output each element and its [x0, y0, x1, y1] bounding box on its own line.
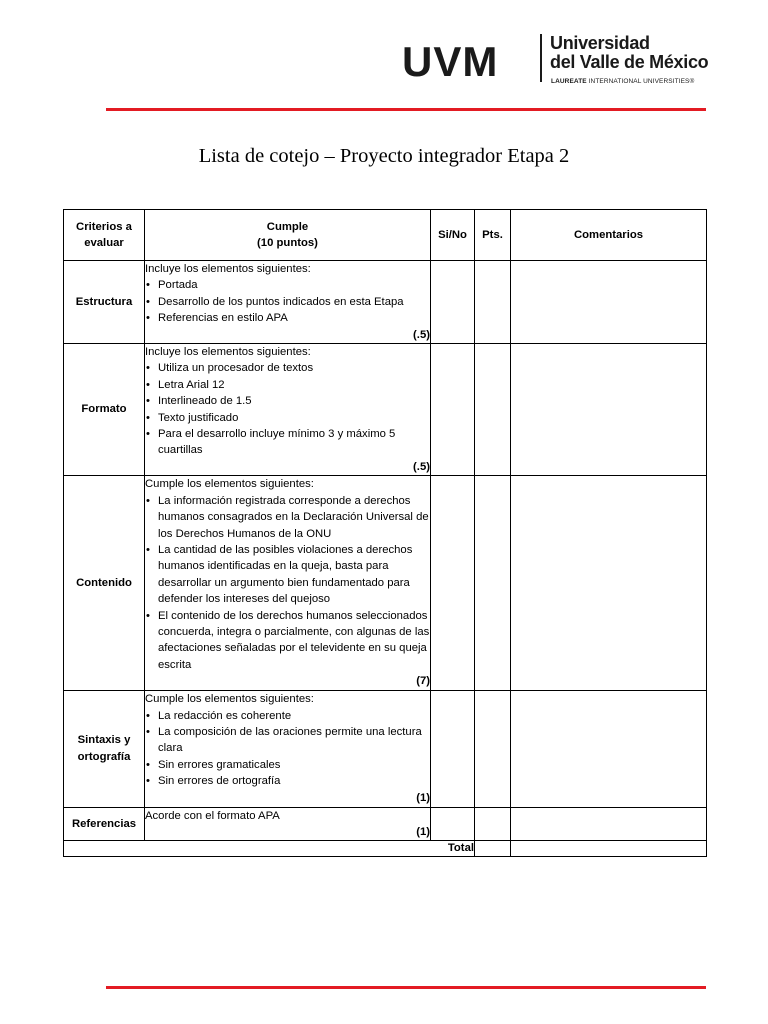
list-item: • Texto justificado — [145, 410, 430, 426]
comentarios-cell[interactable] — [511, 807, 707, 841]
list-item: • Utiliza un procesador de textos — [145, 360, 430, 376]
total-label: Total — [64, 841, 475, 857]
list-item: • Interlineado de 1.5 — [145, 393, 430, 409]
header-si-no: Si/No — [431, 210, 475, 261]
cumple-cell — [145, 261, 431, 344]
cumple-list — [145, 277, 430, 326]
si-no-cell[interactable] — [431, 261, 475, 344]
list-item: • La cantidad de las posibles violaciones a derechos humanos identificadas en la queja, basta para desarrollar un argumento bien fundamentado para defender los intereses del quejoso — [145, 542, 430, 608]
page-header — [106, 28, 709, 98]
points-value: (1) — [416, 791, 430, 804]
header-cumple: Cumple (10 puntos) — [145, 210, 431, 261]
header-comentarios: Comentarios — [511, 210, 707, 261]
list-item: • Para el desarrollo incluye mínimo 3 y máximo 5 cuartillas — [145, 426, 430, 459]
uvm-logo-mark — [402, 42, 526, 82]
tagline-bold: LAUREATE — [551, 78, 587, 85]
list-item: • Letra Arial 12 — [145, 377, 430, 393]
table-header-row — [64, 210, 707, 261]
cumple-list — [145, 493, 430, 673]
logo-divider — [540, 34, 542, 82]
cumple-cell — [145, 476, 431, 690]
university-name-line1: Universidad — [550, 33, 650, 53]
university-name-line2: del Valle de México — [550, 52, 709, 72]
cumple-intro: Acorde con el formato APA — [145, 809, 280, 822]
uvm-logo-text: UVM — [402, 42, 499, 82]
table-row — [64, 261, 707, 344]
list-item: • La composición de las oraciones permite una lectura clara — [145, 724, 430, 757]
header-pts: Pts. — [475, 210, 511, 261]
comentarios-cell[interactable] — [511, 690, 707, 807]
criterio-sintaxis: Sintaxis y ortografía — [64, 690, 145, 807]
university-name — [550, 34, 708, 72]
cumple-list — [145, 360, 430, 458]
list-item: • Portada — [145, 277, 430, 293]
cumple-cell — [145, 344, 431, 476]
list-item: • La información registrada corresponde a derechos humanos consagrados en la Declaración Universal de los Derechos Humanos de la ONU — [145, 493, 430, 542]
list-item: • La redacción es coherente — [145, 708, 430, 724]
cumple-intro: Cumple los elementos siguientes: — [145, 478, 314, 491]
comentarios-cell[interactable] — [511, 344, 707, 476]
si-no-cell[interactable] — [431, 690, 475, 807]
comentarios-cell[interactable] — [511, 261, 707, 344]
si-no-cell[interactable] — [431, 476, 475, 690]
checklist-table — [63, 209, 707, 857]
criterio-contenido: Contenido — [64, 476, 145, 690]
cumple-list — [145, 708, 430, 790]
total-pts-cell[interactable] — [475, 841, 511, 857]
footer-red-rule — [106, 986, 706, 989]
list-item: • El contenido de los derechos humanos seleccionados concuerda, integra o parcialmente, con algunas de las afectaciones señaladas por el televidente en su queja escrita — [145, 608, 430, 674]
points-value: (.5) — [413, 328, 430, 341]
table-row — [64, 344, 707, 476]
header-criterios: Criterios a evaluar — [64, 210, 145, 261]
total-row — [64, 841, 707, 857]
pts-cell[interactable] — [475, 476, 511, 690]
table-row — [64, 476, 707, 690]
table-row — [64, 690, 707, 807]
header-red-rule — [106, 108, 706, 111]
pts-cell[interactable] — [475, 261, 511, 344]
list-item: • Referencias en estilo APA — [145, 310, 430, 326]
total-comentarios-cell[interactable] — [511, 841, 707, 857]
si-no-cell[interactable] — [431, 344, 475, 476]
tagline-rest: INTERNATIONAL UNIVERSITIES® — [586, 78, 695, 85]
comentarios-cell[interactable] — [511, 476, 707, 690]
points-value: (.5) — [413, 460, 430, 473]
list-item: • Sin errores de ortografía — [145, 773, 430, 789]
criterio-estructura: Estructura — [64, 261, 145, 344]
cumple-cell — [145, 807, 431, 841]
si-no-cell[interactable] — [431, 807, 475, 841]
cumple-intro: Incluye los elementos siguientes: — [145, 263, 311, 275]
cumple-intro: Cumple los elementos siguientes: — [145, 693, 314, 706]
pts-cell[interactable] — [475, 344, 511, 476]
cumple-intro: Incluye los elementos siguientes: — [145, 346, 311, 359]
page-title: Lista de cotejo – Proyecto integrador Etapa 2 — [198, 145, 570, 167]
list-item: • Sin errores gramaticales — [145, 757, 430, 773]
pts-cell[interactable] — [475, 690, 511, 807]
table-row — [64, 807, 707, 841]
list-item: • Desarrollo de los puntos indicados en esta Etapa — [145, 294, 430, 310]
points-value: (7) — [416, 675, 430, 688]
criterio-formato: Formato — [64, 344, 145, 476]
criterio-referencias: Referencias — [64, 807, 145, 841]
laureate-tagline — [551, 78, 694, 85]
cumple-cell — [145, 690, 431, 807]
points-value: (1) — [416, 825, 430, 838]
pts-cell[interactable] — [475, 807, 511, 841]
